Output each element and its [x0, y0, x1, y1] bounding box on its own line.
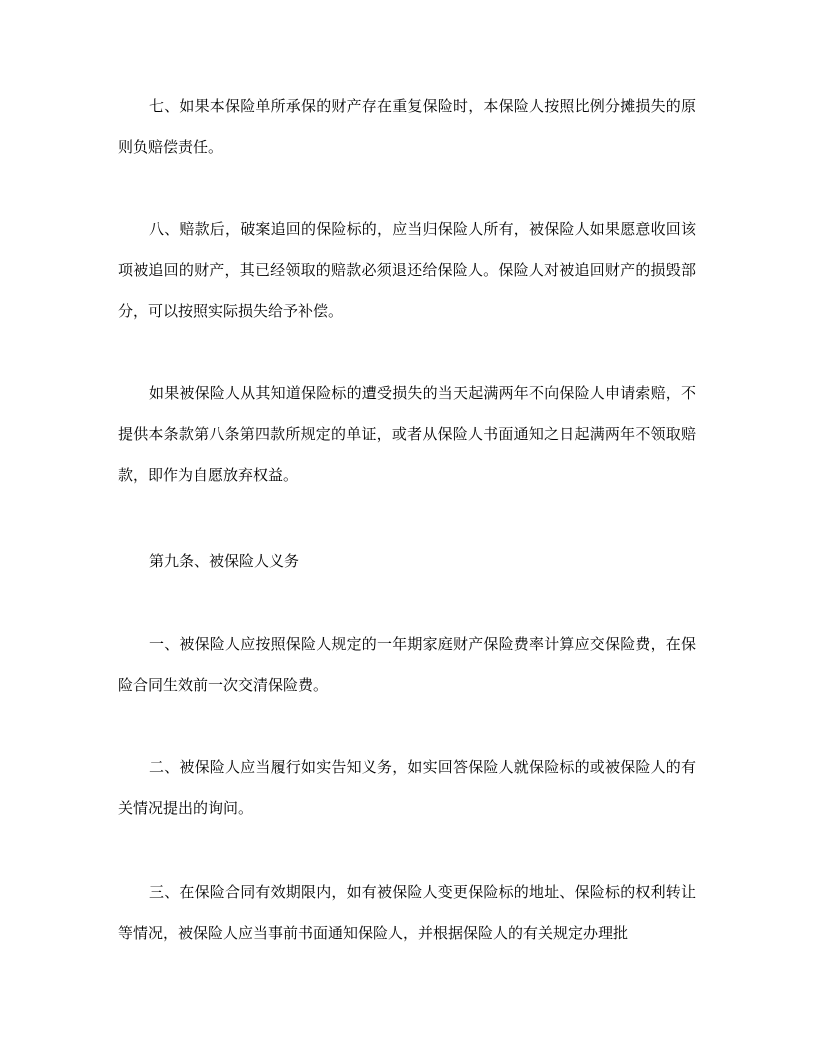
claim-deadline-paragraph: 如果被保险人从其知道保险标的遭受损失的当天起满两年不向保险人申请索赔，不提供本条款第八条第四款所规定的单证，或者从保险人书面通知之日起满两年不领取赔款，即作为自愿放弃权益。 [118, 384, 696, 484]
duty-2-paragraph: 二、被保险人应当履行如实告知义务，如实回答保险人就保险标的或被保险人的有关情况提出的询问。 [118, 758, 696, 817]
duty-1-paragraph: 一、被保险人应按照保险人规定的一年期家庭财产保险费率计算应交保险费，在保险合同生效前一次交清保险费。 [118, 635, 696, 694]
clause-7-paragraph: 七、如果本保险单所承保的财产存在重复保险时，本保险人按照比例分摊损失的原则负赔偿责任。 [118, 97, 696, 156]
duty-3-paragraph: 三、在保险合同有效期限内，如有被保险人变更保险标的地址、保险标的权利转让等情况，被保险人应当事前书面通知保险人，并根据保险人的有关规定办理批 [118, 883, 696, 942]
article-9-heading: 第九条、被保险人义务 [149, 552, 300, 570]
clause-8-paragraph: 八、赔款后，破案追回的保险标的，应当归保险人所有，被保险人如果愿意收回该项被追回的财产，其已经领取的赔款必须退还给保险人。保险人对被追回财产的损毁部分，可以按照实际损失给予补偿。 [118, 220, 696, 320]
